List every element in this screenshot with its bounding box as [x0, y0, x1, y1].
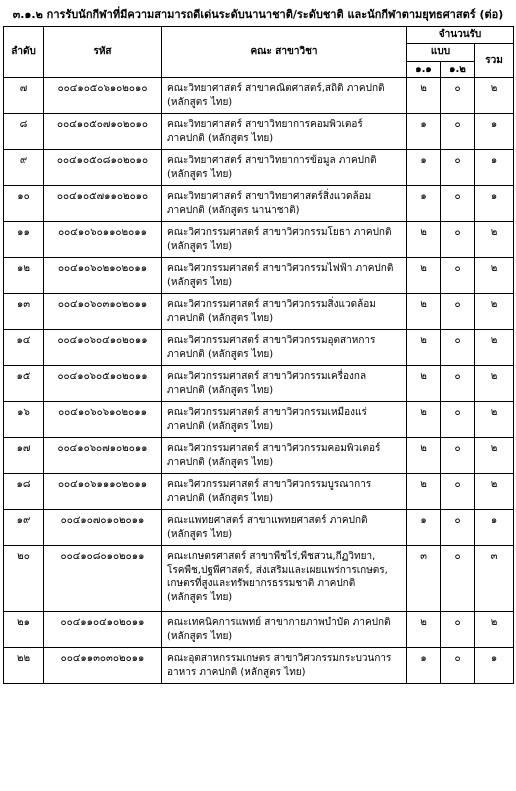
row-code: ๐๐๔๑๐๖๐๗๑๐๒๐๑๑ — [44, 438, 162, 474]
row-type-1-1: ๑ — [407, 510, 441, 546]
row-total: ๒ — [475, 222, 514, 258]
row-faculty-major — [162, 438, 407, 474]
table-row — [4, 222, 514, 258]
row-line-2: (หลักสูตร ไทย) — [167, 630, 233, 642]
row-line-2: (หลักสูตร ไทย) — [167, 96, 233, 108]
row-order: ๑๘ — [4, 474, 44, 510]
row-order: ๑๖ — [4, 402, 44, 438]
page-title: ๓.๑.๒ การรับนักกีฬาที่มีความสามารถดีเด่นระดับนานาชาติ/ระดับชาติ และนักกีฬาตามยุทธศาสตร์ (ต่อ) — [12, 8, 504, 21]
row-line-1: คณะวิทยาศาสตร์ สาขาวิทยาการข้อมูล ภาคปกติ — [167, 155, 377, 166]
row-type-1-2: ๐ — [441, 648, 475, 684]
row-total: ๑ — [475, 510, 514, 546]
row-total: ๓ — [475, 546, 514, 612]
table-row — [4, 546, 514, 612]
row-line-1: คณะวิศวกรรมศาสตร์ สาขาวิศวกรรมคอมพิวเตอร์ — [167, 443, 381, 454]
row-type-1-2: ๐ — [441, 78, 475, 114]
row-type-1-2: ๐ — [441, 366, 475, 402]
row-type-1-2: ๐ — [441, 114, 475, 150]
header-code: รหัส — [44, 27, 162, 78]
header-faculty-major: คณะ สาขาวิชา — [162, 27, 407, 78]
row-type-1-2: ๐ — [441, 510, 475, 546]
row-line-1: คณะวิทยาศาสตร์ สาขาวิทยาศาสตร์สิ่งแวดล้อม — [167, 191, 372, 202]
row-type-1-2: ๐ — [441, 402, 475, 438]
row-code: ๐๐๔๑๐๖๐๒๑๐๒๐๑๑ — [44, 258, 162, 294]
row-total: ๑ — [475, 186, 514, 222]
row-line-4: (หลักสูตร ไทย) — [167, 591, 233, 603]
row-line-2: อาหาร ภาคปกติ (หลักสูตร ไทย) — [167, 666, 306, 678]
row-line-1: คณะวิทยาศาสตร์ สาขาคณิตศาสตร์,สถิติ ภาคปกติ — [167, 83, 385, 94]
table-row — [4, 186, 514, 222]
row-line-1: คณะวิศวกรรมศาสตร์ สาขาวิศวกรรมเครื่องกล — [167, 371, 367, 382]
row-type-1-1: ๒ — [407, 330, 441, 366]
row-total: ๑ — [475, 648, 514, 684]
table-body — [4, 78, 514, 684]
row-line-1: คณะอุตสาหกรรมเกษตร สาขาวิศวกรรมกระบวนการ — [167, 653, 392, 664]
row-line-2: ภาคปกติ (หลักสูตร นานาชาติ) — [167, 204, 300, 216]
row-type-1-1: ๒ — [407, 366, 441, 402]
row-type-1-1: ๒ — [407, 612, 441, 648]
row-type-1-2: ๐ — [441, 222, 475, 258]
row-faculty-major — [162, 186, 407, 222]
row-type-1-1: ๑ — [407, 648, 441, 684]
row-line-1: คณะวิศวกรรมศาสตร์ สาขาวิศวกรรมสิ่งแวดล้อม — [167, 299, 376, 310]
row-code: ๐๐๔๑๐๕๐๗๑๐๒๐๑๐ — [44, 114, 162, 150]
row-type-1-1: ๑ — [407, 150, 441, 186]
table-row — [4, 402, 514, 438]
row-type-1-2: ๐ — [441, 330, 475, 366]
row-total: ๒ — [475, 78, 514, 114]
table-header — [4, 27, 514, 78]
table-row — [4, 438, 514, 474]
row-order: ๑๙ — [4, 510, 44, 546]
table-row — [4, 150, 514, 186]
row-faculty-major — [162, 366, 407, 402]
row-order: ๗ — [4, 78, 44, 114]
table-row — [4, 294, 514, 330]
row-line-1: คณะเกษตรศาสตร์ สาขาพืชไร่,พืชสวน,กีฏวิทยา, — [167, 551, 376, 562]
row-order: ๑๔ — [4, 330, 44, 366]
row-line-1: คณะแพทยศาสตร์ สาขาแพทยศาสตร์ ภาคปกติ — [167, 515, 368, 526]
row-order: ๒๐ — [4, 546, 44, 612]
header-order: ลำดับ — [4, 27, 44, 78]
row-order: ๒๑ — [4, 612, 44, 648]
row-line-2: (หลักสูตร ไทย) — [167, 528, 233, 540]
row-type-1-1: ๒ — [407, 294, 441, 330]
row-total: ๒ — [475, 258, 514, 294]
row-line-1: คณะเทคนิคการแพทย์ สาขากายภาพบำบัด ภาคปกติ — [167, 617, 391, 628]
header-type: แบบ — [407, 43, 475, 61]
row-faculty-major — [162, 648, 407, 684]
row-code: ๐๐๔๑๐๗๐๑๐๒๐๑๑ — [44, 510, 162, 546]
row-line-1: คณะวิศวกรรมศาสตร์ สาขาวิศวกรรมอุตสาหการ — [167, 335, 376, 346]
row-line-2: ภาคปกติ (หลักสูตร ไทย) — [167, 348, 274, 360]
row-code: ๐๐๔๑๑๓๐๓๐๒๐๑๑ — [44, 648, 162, 684]
row-type-1-2: ๐ — [441, 474, 475, 510]
table-row — [4, 258, 514, 294]
row-code: ๐๐๔๑๐๖๐๑๑๐๒๐๑๑ — [44, 222, 162, 258]
row-line-2: (หลักสูตร ไทย) — [167, 276, 233, 288]
row-type-1-1: ๒ — [407, 258, 441, 294]
row-faculty-major — [162, 150, 407, 186]
header-total: รวม — [475, 43, 514, 78]
title-row — [3, 4, 513, 24]
row-type-1-1: ๒ — [407, 222, 441, 258]
row-line-1: คณะวิศวกรรมศาสตร์ สาขาวิศวกรรมไฟฟ้า ภาคปกติ — [167, 263, 394, 274]
row-type-1-1: ๒ — [407, 402, 441, 438]
row-line-1: คณะวิศวกรรมศาสตร์ สาขาวิศวกรรมเหมืองแร่ — [167, 407, 367, 418]
row-code: ๐๐๔๑๐๖๑๑๑๐๒๐๑๑ — [44, 474, 162, 510]
quota-table — [3, 26, 514, 684]
row-total: ๒ — [475, 366, 514, 402]
row-total: ๒ — [475, 402, 514, 438]
row-type-1-2: ๐ — [441, 186, 475, 222]
row-line-2: ภาคปกติ (หลักสูตร ไทย) — [167, 312, 274, 324]
row-type-1-1: ๑ — [407, 114, 441, 150]
row-total: ๒ — [475, 612, 514, 648]
table-row — [4, 78, 514, 114]
row-order: ๑๕ — [4, 366, 44, 402]
row-code: ๐๐๔๑๐๖๐๓๑๐๒๐๑๑ — [44, 294, 162, 330]
row-line-2: ภาคปกติ (หลักสูตร ไทย) — [167, 456, 274, 468]
row-type-1-1: ๒ — [407, 474, 441, 510]
row-code: ๐๐๔๑๐๖๐๔๑๐๒๐๑๑ — [44, 330, 162, 366]
table-row — [4, 474, 514, 510]
row-total: ๒ — [475, 330, 514, 366]
row-faculty-major — [162, 510, 407, 546]
header-type-1-2: ๑.๒ — [441, 61, 475, 78]
row-line-1: คณะวิศวกรรมศาสตร์ สาขาวิศวกรรมบูรณาการ — [167, 479, 372, 490]
row-total: ๑ — [475, 114, 514, 150]
row-line-2: ภาคปกติ (หลักสูตร ไทย) — [167, 492, 274, 504]
row-faculty-major — [162, 258, 407, 294]
table-row — [4, 510, 514, 546]
row-line-1: คณะวิศวกรรมศาสตร์ สาขาวิศวกรรมโยธา ภาคปกติ — [167, 227, 392, 238]
row-order: ๒๒ — [4, 648, 44, 684]
row-type-1-2: ๐ — [441, 546, 475, 612]
row-type-1-2: ๐ — [441, 294, 475, 330]
row-code: ๐๐๔๑๐๕๐๘๑๐๒๐๑๐ — [44, 150, 162, 186]
row-total: ๒ — [475, 294, 514, 330]
header-type-1-1: ๑.๑ — [407, 61, 441, 78]
row-line-2: ภาคปกติ (หลักสูตร ไทย) — [167, 132, 274, 144]
row-faculty-major — [162, 402, 407, 438]
row-code: ๐๐๔๑๐๕๐๖๑๐๒๐๑๐ — [44, 78, 162, 114]
table-row — [4, 366, 514, 402]
row-total: ๒ — [475, 438, 514, 474]
row-order: ๘ — [4, 114, 44, 150]
row-code: ๐๐๔๑๐๘๐๑๐๒๐๑๑ — [44, 546, 162, 612]
row-order: ๑๐ — [4, 186, 44, 222]
row-line-2: ภาคปกติ (หลักสูตร ไทย) — [167, 420, 274, 432]
row-faculty-major — [162, 114, 407, 150]
row-faculty-major — [162, 612, 407, 648]
row-faculty-major — [162, 330, 407, 366]
table-row — [4, 330, 514, 366]
row-order: ๑๑ — [4, 222, 44, 258]
row-code: ๐๐๔๑๐๕๗๑๑๐๒๐๑๐ — [44, 186, 162, 222]
row-code: ๐๐๔๑๐๖๐๕๑๐๒๐๑๑ — [44, 366, 162, 402]
row-order: ๑๒ — [4, 258, 44, 294]
row-total: ๒ — [475, 474, 514, 510]
row-line-2: ภาคปกติ (หลักสูตร ไทย) — [167, 384, 274, 396]
row-line-3: เกษตรที่สูงและทรัพยากรธรรมชาติ ภาคปกติ — [167, 578, 356, 589]
row-line-1: คณะวิทยาศาสตร์ สาขาวิทยาการคอมพิวเตอร์ — [167, 119, 363, 130]
row-order: ๑๓ — [4, 294, 44, 330]
row-order: ๙ — [4, 150, 44, 186]
row-type-1-1: ๑ — [407, 186, 441, 222]
row-faculty-major — [162, 222, 407, 258]
row-line-2: โรคพืช,ปฐพีศาสตร์, ส่งเสริมและเผยแพร่การเกษตร, — [167, 564, 388, 576]
row-code: ๐๐๔๑๐๖๐๖๑๐๒๐๑๑ — [44, 402, 162, 438]
row-line-2: (หลักสูตร ไทย) — [167, 240, 233, 252]
row-type-1-2: ๐ — [441, 438, 475, 474]
row-type-1-1: ๒ — [407, 78, 441, 114]
row-type-1-2: ๐ — [441, 258, 475, 294]
row-faculty-major — [162, 78, 407, 114]
row-faculty-major — [162, 474, 407, 510]
row-line-2: (หลักสูตร ไทย) — [167, 168, 233, 180]
table-row — [4, 114, 514, 150]
row-type-1-1: ๒ — [407, 438, 441, 474]
table-row — [4, 648, 514, 684]
row-faculty-major — [162, 294, 407, 330]
row-type-1-2: ๐ — [441, 150, 475, 186]
row-total: ๑ — [475, 150, 514, 186]
header-quota: จำนวนรับ — [407, 27, 514, 44]
row-faculty-major — [162, 546, 407, 612]
row-order: ๑๗ — [4, 438, 44, 474]
row-type-1-2: ๐ — [441, 612, 475, 648]
row-code: ๐๐๔๑๑๐๔๑๐๒๐๑๑ — [44, 612, 162, 648]
table-row — [4, 612, 514, 648]
row-type-1-1: ๓ — [407, 546, 441, 612]
